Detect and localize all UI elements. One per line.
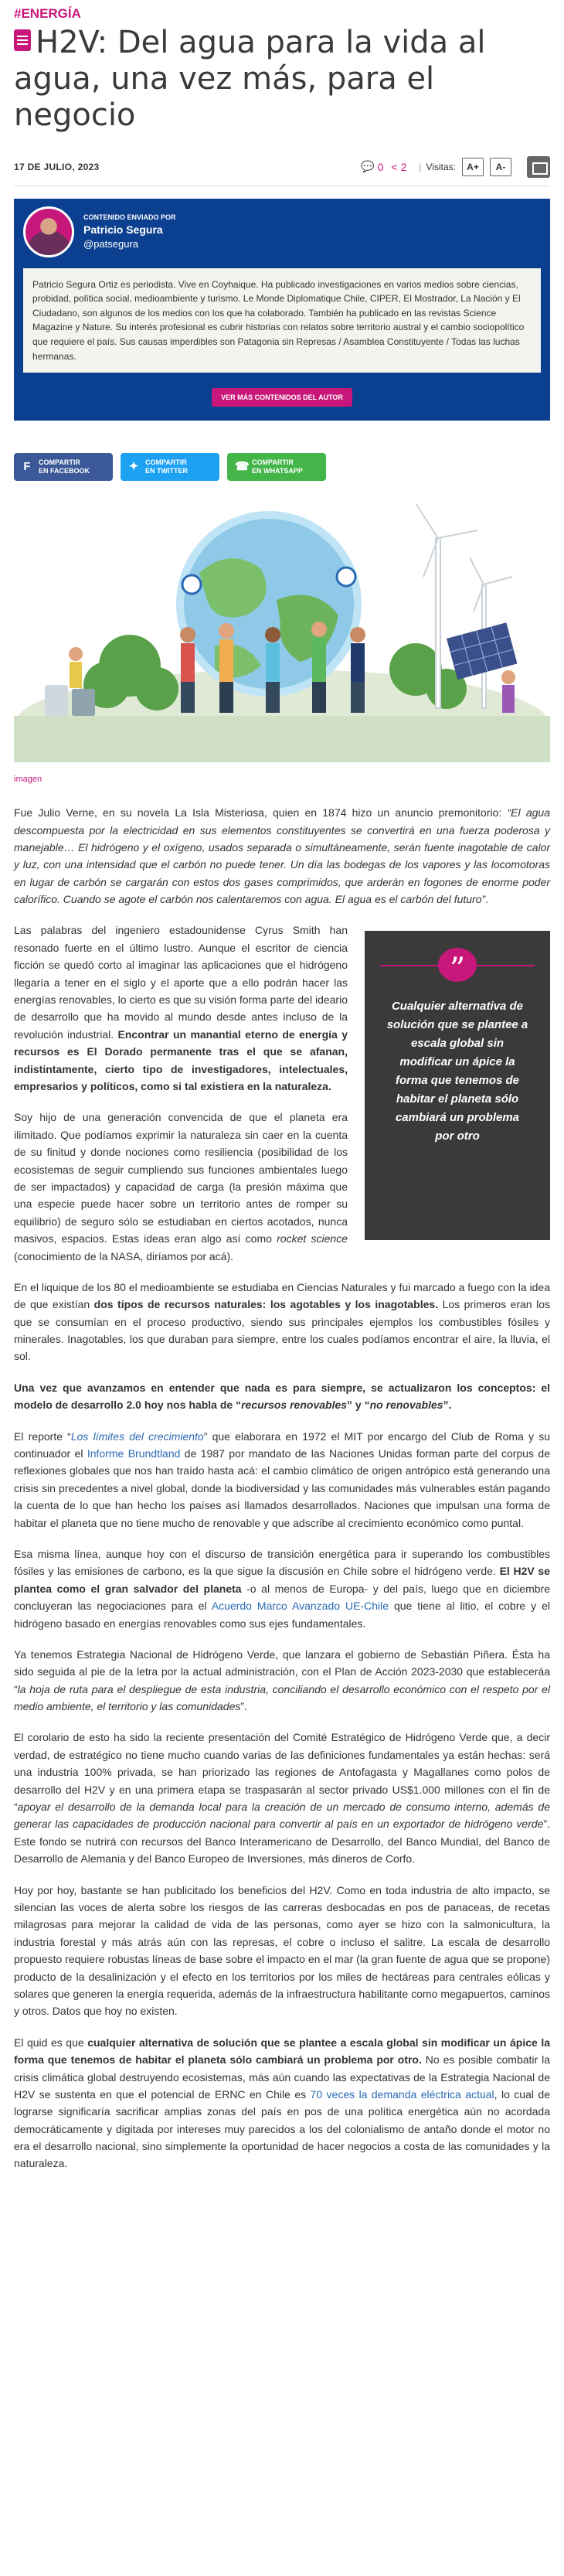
quote-icon: ” (438, 948, 477, 982)
article-title (14, 25, 550, 135)
meta-divider: | (419, 161, 422, 172)
author-box (14, 199, 550, 421)
link-demanda-electrica[interactable]: 70 veces la demanda eléctrica actual (310, 2087, 494, 2101)
share-label: COMPARTIR (39, 458, 80, 466)
share-whatsapp-button[interactable] (227, 453, 326, 481)
paragraph: Ya tenemos Estrategia Nacional de Hidrógeno Verde, que lanzara el gobierno de Sebastián Piñera. Ésta ha sido seguida al pie de la letra por la actual administración, con el Plan de Acción 2023-2030 que estableceráa “la hoja de ruta para el despliegue de esta industria, conciliando el desarrollo económico con el respeto por el medio ambiente, el territorio y las comunidades”. (14, 1647, 550, 1713)
paragraph: Fue Julio Verne, en su novela La Isla Misteriosa, quien en 1874 hizo un anuncio premonitorio: “El agua descompuesta por la electricidad en sus elementos constituyentes se convertirá en una fuerza poderosa y manejable… El hidrógeno y el oxígeno, usados separada o simultáneamente, serán fuente inagotable de calor y luz, con una intensidad que el carbón no puede tener. Un día las bodegas de los vapores y las locomotoras en lugar de carbón se cargarán con estos dos gases comprimidos, que arderán en fogones de enorme poder calorífico. Cuando se agote el carbón nos calentaremos con agua. El agua es el carbón del futuro”. (14, 806, 550, 906)
article-meta (14, 156, 550, 186)
share-twitter-button[interactable] (121, 453, 219, 481)
share-target: EN TWITTER (145, 467, 188, 475)
share-label: COMPARTIR (252, 458, 294, 466)
share-target: EN WHATSAPP (252, 467, 303, 475)
paragraph: Las palabras del ingeniero estadounidense Cyrus Smith han resonado fuerte en el último lustro. Aunque el escritor de ciencia ficción se quedó corto al imaginar las aplicaciones que el hidrógeno llegaría a tener en el siglo y el aporte que a ello podrán hacer las energías renovables, lo cierto es que su visión forma parte del ideario de desarrollo que ha movido al mundo desde antes incluso de la revolución industrial. Encontrar un manantial eterno de energía y recursos es El Dorado permanente tras el que se afanan, indistintamente, cierto tipo de investigadores, intelectuales, empresarios y políticos, como si tal existiera en la naturaleza. (14, 924, 348, 1092)
pull-quote (365, 931, 550, 1240)
more-author-content-button[interactable]: VER MÁS CONTENIDOS DEL AUTOR (212, 388, 352, 407)
category-tag[interactable]: #ENERGÍA (14, 6, 81, 21)
comments-count[interactable] (361, 160, 383, 173)
article-body (14, 804, 550, 2172)
image-caption: imagen (14, 775, 42, 785)
title-text: H2V: Del agua para la vida al agua, una vez más, para el negocio (14, 25, 486, 134)
link-acuerdo-ue-chile[interactable]: Acuerdo Marco Avanzado UE-Chile (211, 1600, 389, 1613)
share-label: COMPARTIR (145, 458, 187, 466)
comment-icon: 💬 (361, 160, 375, 173)
comments-value: 0 (377, 160, 384, 173)
pull-quote-text: Cualquier alternativa de solución que se plantee a escala global sin modificar un ápice la forma que tenemos de habitar el planeta sólo cambiará un problema por otro (386, 1000, 528, 1143)
paragraph: El reporte “Los límites del crecimiento” que elaborara en 1972 el MIT por encargo del Club de Roma y su continuador el Informe Brundtland de 1987 por mandato de las Naciones Unidas forman parte del corpus de reflexiones globales que nos han traído hasta acá: el cambio climático de origen antrópico está generando una crisis sin precedentes a nivel global, donde la biodiversidad y las comunidades más vulnerables están pagando la cuenta de lo que han hecho los países así llamados desarrollados. Naciones que impulsan una forma de habitar el planeta que no tiene mucho de renovable y que adscribe al crecimiento económico como puntal. (14, 1429, 551, 1529)
twitter-icon: ✦ (128, 459, 139, 473)
paragraph: Soy hijo de una generación convencida de que el planeta era ilimitado. Que podíamos exprimir la naturaleza sin caer en la cuenta de su finitud y donde nociones como resiliencia (posibilidad de los ecosistemas de seguir cumpliendo sus funciones ambientales luego de ser impactados) y capacidad de carga (la presión máxima que una especie puede hacer sobre un territorio antes de romper su equilibrio) de seguro sólo se estudiaban en ciertos acotados, nunca masivos, espacios. Estas ideas eran algo así como rocket science (conocimiento de la NASA, diríamos por acá). (14, 1111, 348, 1262)
visits-label: Visitas: (426, 161, 456, 172)
font-decrease-button[interactable]: A- (490, 158, 511, 176)
share-facebook-button[interactable] (14, 453, 113, 481)
font-increase-button[interactable]: A+ (462, 158, 484, 176)
link-limites-crecimiento[interactable]: Los límites del crecimiento (70, 1429, 204, 1443)
share-target: EN FACEBOOK (39, 467, 90, 475)
shares-value: 2 (400, 160, 407, 173)
share-icon: < (391, 160, 398, 173)
paragraph: En el liquique de los 80 el medioambiente se estudiaba en Ciencias Naturales y fui marcado a fuego con la idea de que existían dos tipos de recursos naturales: los agotables y los inagotables. Los primeros eran los que se consumían en el proceso productivo, siendo sus principales ejemplos los combustibles fósiles y minerales. Inagotables, los que duraban para siempre, entre los cuales podíamos encontrar el aire, la lluvia, el sol. (14, 1280, 550, 1363)
email-icon[interactable] (527, 156, 550, 178)
paragraph: Hoy por hoy, bastante se han publicitado los beneficios del H2V. Como en toda industria de alto impacto, se silencian las voces de alerta sobre los riesgos de las carreras desbocadas en pos de panaceas, de recetas milagrosas para mejorar la calidad de vida de las personas, como ayer se hizo con la salmonicultura, la industria forestal y más atrás aún con las represas, el cobre o incluso el salitre. La escala de desarrollo propuesto requiere robustas líneas de base sobre el impacto en el mar (la gran fuente de agua que se propone) producto de la desalinización y el efecto en los territorios por los miles de hectáreas para centrales eólicas y solares que generen la energía requerida, además de la infraestructura habilitante como megapuertos, caminos y otros. Datos que hoy no existen. (14, 1883, 550, 2018)
shares-count[interactable] (391, 161, 406, 173)
link-informe-brundtland[interactable]: Informe Brundtland (87, 1447, 181, 1460)
document-icon (14, 29, 31, 51)
share-bar (14, 453, 550, 481)
whatsapp-icon: ☎ (235, 459, 250, 473)
paragraph: Esa misma línea, aunque hoy con el discurso de transición energética para ir superando los combustibles fósiles y las emisiones de carbono, es la que sigue la discusión en Chile sobre el hidrógeno verde. El H2V se plantea como el gran salvador del planeta -o al menos de Europa- y del país, luego que en diciembre concluyeran las negociaciones para el Acuerdo Marco Avanzado UE-Chile que tiene al litio, el cobre y el hidrógeno basado en energías renovables como sus ejes fundamentales. (14, 1547, 550, 1630)
author-handle[interactable]: @patsegura (83, 238, 139, 250)
hero-illustration (14, 499, 550, 762)
facebook-icon: F (23, 459, 31, 473)
author-bio: Patricio Segura Ortiz es periodista. Vive en Coyhaique. Ha publicado investigaciones en varios medios sobre ciencias, probidad, política social, medioambiente y turismo. Le Monde Diplomatique Chile, CIPER, El Mostrador, La Nación y El Ciudadano, son algunos de los medios con los que ha colaborado. También ha publicado en las revistas Science Magazine y Nature. Su interés profesional es cubrir historias con relatos sobre territorio austral y el cambio sociopolítico que requiere el país. Sus causas imperdibles son Patagonia sin Represas / Asamblea Constituyente / Todas las luchas hermanas. (23, 268, 541, 373)
author-label: CONTENIDO ENVIADO POR (83, 213, 176, 222)
avatar[interactable] (23, 206, 74, 257)
publish-date: 17 DE JULIO, 2023 (14, 161, 100, 172)
paragraph: El quid es que cualquier alternativa de solución que se plantee a escala global sin modificar un ápice la forma que tenemos de habitar el planeta sólo cambiará un problema por otro. No es posible combatir la crisis climática global destruyendo ecosistemas, más aún cuando las expectativas de la Estrategia Nacional de H2V se sustenta en que el potencial de ERNC en Chile es 70 veces la demanda eléctrica actual, lo cual de lograrse significaría sacrificar amplias zonas del país en pos de una política energética aún no acordada democráticamente y digitada por intereses muy parecidos a los del colonialismo de antaño donde el motor no era el desarrollo nacional, sino simplemente la oportunidad de hacer negocios a costa de las comunidades y la naturaleza. (14, 2036, 551, 2170)
paragraph: Una vez que avanzamos en entender que nada es para siempre, se actualizaron los conceptos: el modelo de desarrollo 2.0 hoy nos habla de “recursos renovables” y “no renovables”. (14, 1381, 550, 1412)
paragraph: El corolario de esto ha sido la reciente presentación del Comité Estratégico de Hidrógeno Verde que, a decir verdad, de estratégico no tiene mucho cuando varias de las definiciones fundamentales ya están hechas: será una industria 100% privada, se han priorizado las regiones de Antofagasta y Magallanes como polos de desarrollo del H2V y en una primera etapa se traspasarán al sector privado US$1.000 millones con el fin de “apoyar el desarrollo de la demanda local para la creación de un mercado de consumo interno, además de generar las capacidades de producción nacional para convertir al país en un exportador de hidrógeno verde”. Este fondo se nutrirá con recursos del Banco Interamericano de Desarrollo, del Banco Mundial, del Banco de Desarrollo de Alemania y del Banco Europeo de Inversiones, más dineros de Corfo. (14, 1731, 550, 1866)
author-name[interactable]: Patricio Segura (83, 223, 163, 237)
